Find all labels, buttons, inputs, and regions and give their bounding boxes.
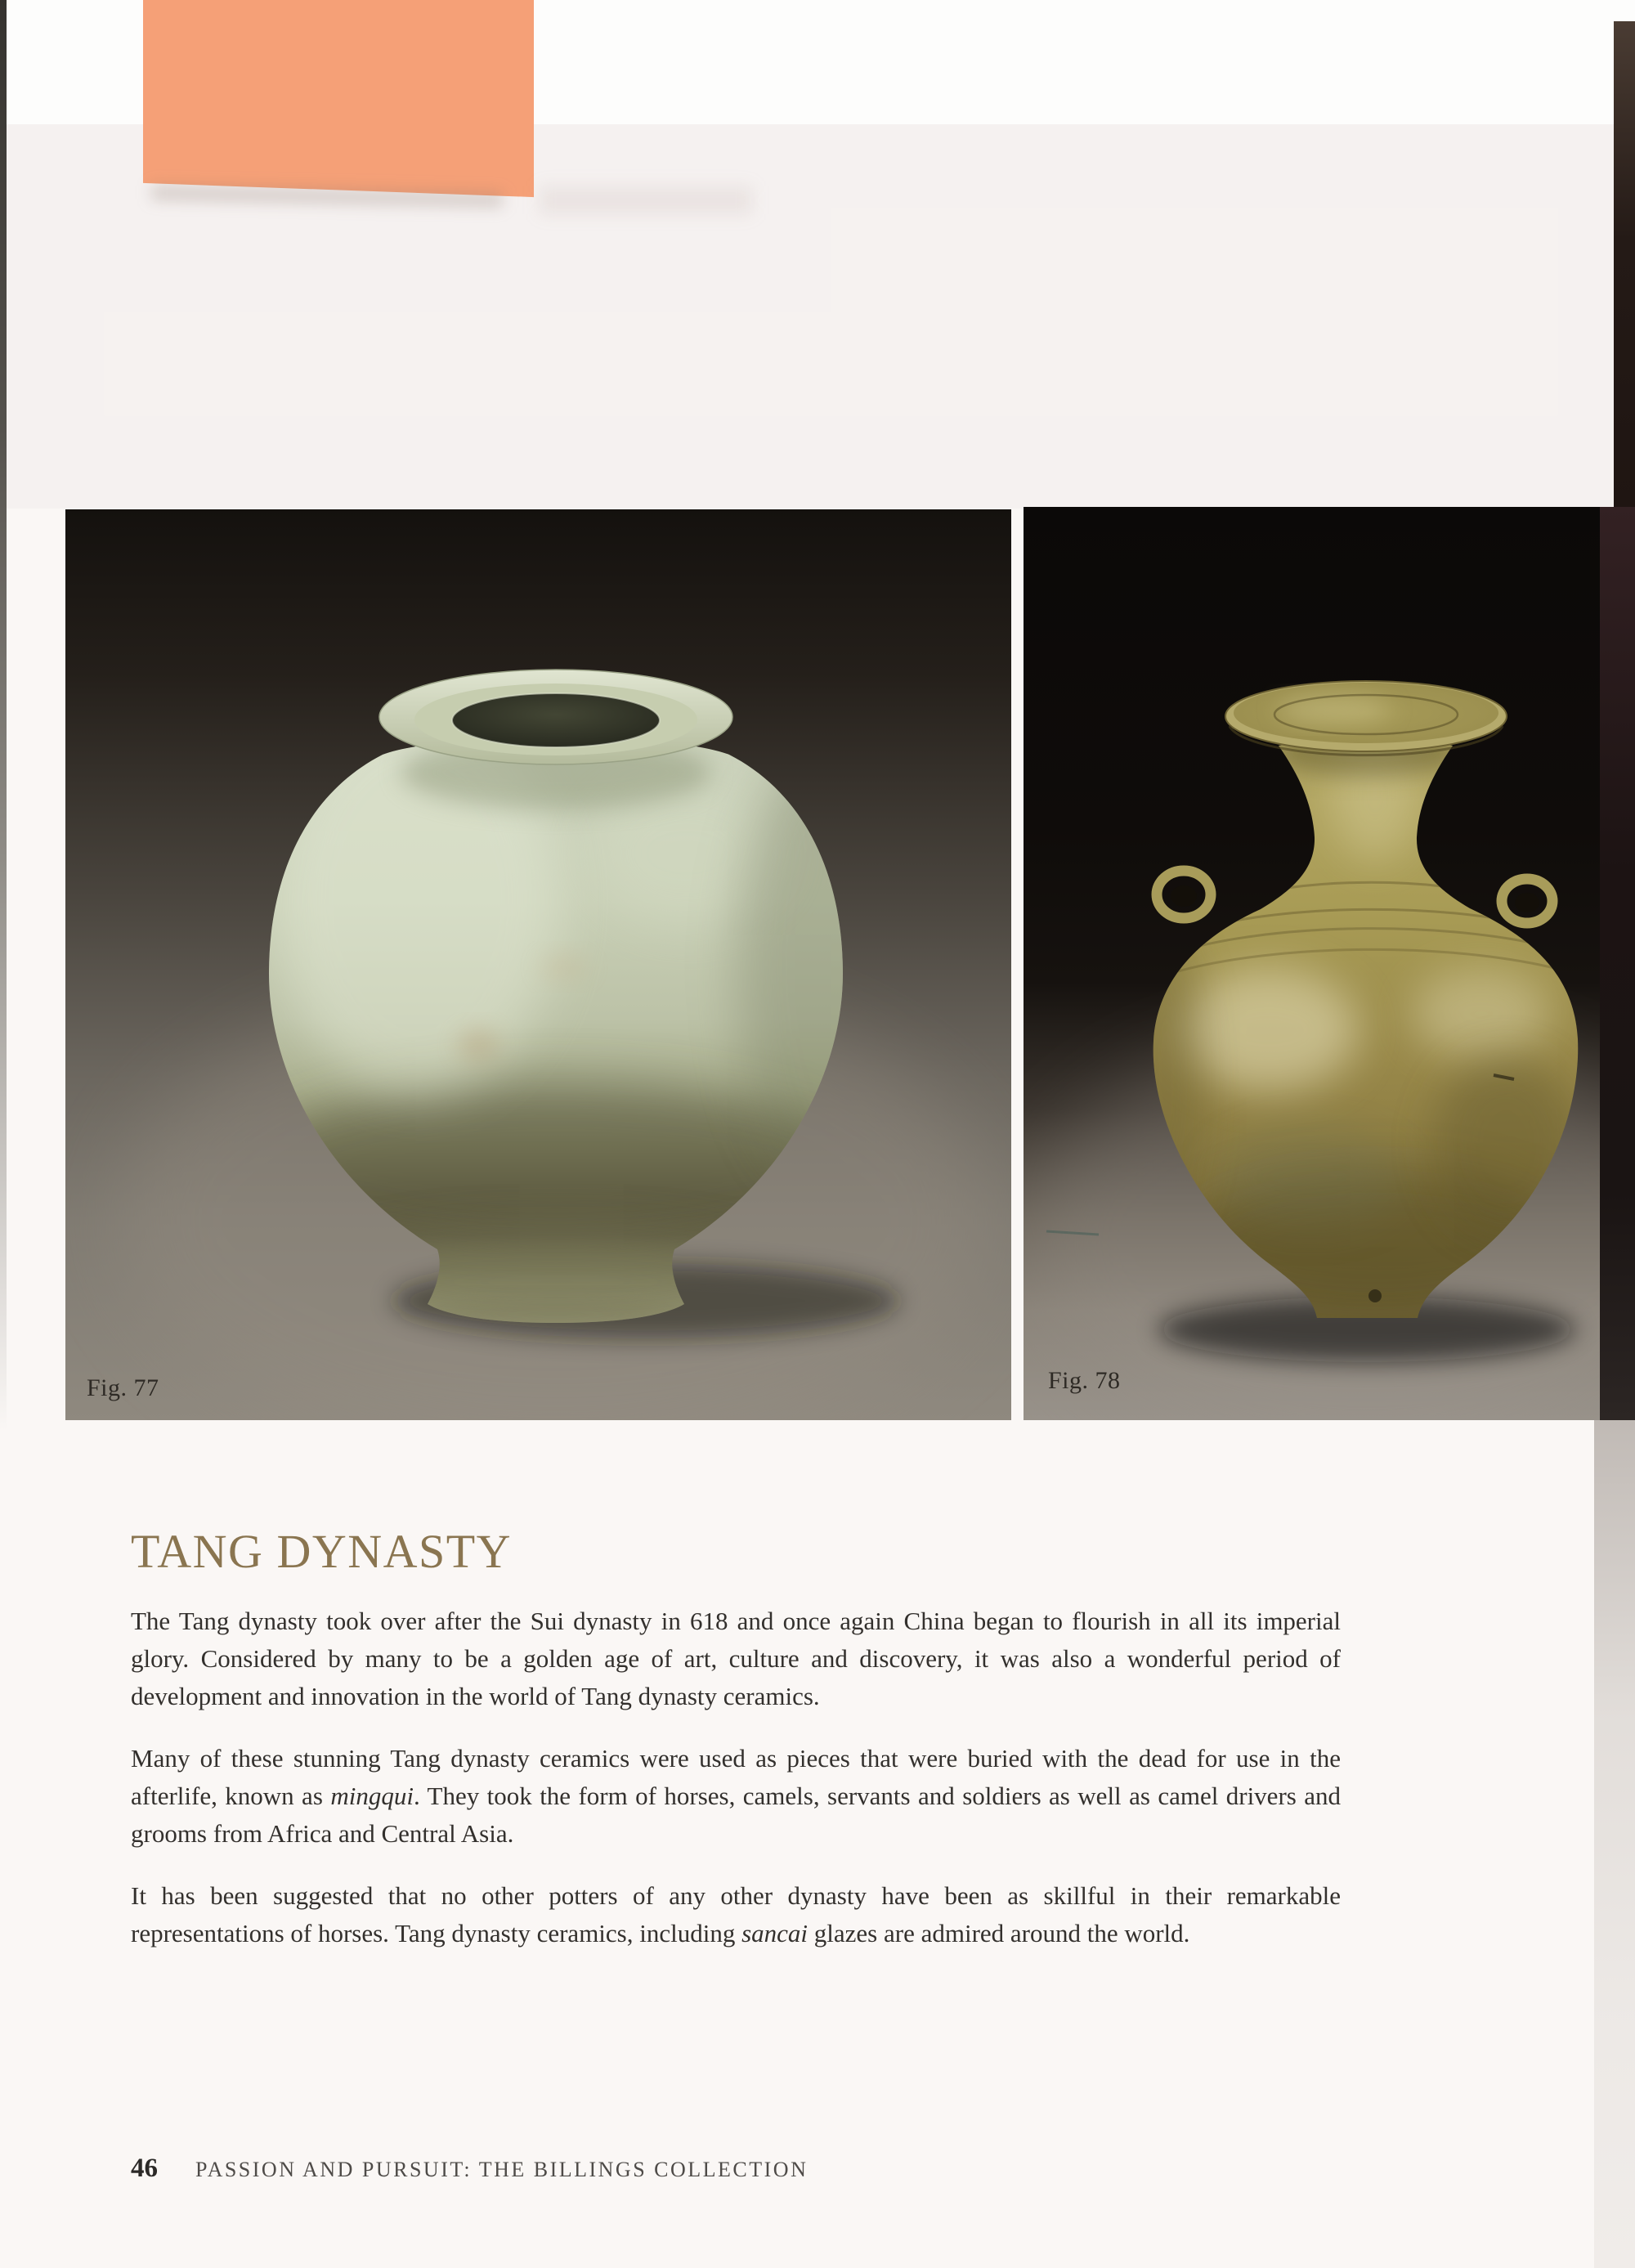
scan-smudge [540, 186, 752, 214]
paragraph-text: The Tang dynasty took over after the Sui dynasty in 618 and once again China began to flourish in all its imperial glory. Considered by many to be a golden age of art, culture and discovery, it was also a wonderful period of development and innovation in the world of Tang dynasty ceramics. [131, 1607, 1341, 1710]
section-heading: TANG DYNASTY [131, 1525, 513, 1578]
scan-right-edge-dark [1600, 507, 1635, 1420]
figure-78-photo [1024, 507, 1600, 1420]
body-paragraph [131, 1877, 1341, 1952]
page-number: 46 [131, 2154, 158, 2183]
paragraph-text: . They took the form of horses, camels, servants and soldiers as well as camel drivers and grooms from Africa and Central Asia. [131, 1782, 1342, 1848]
running-title: PASSION AND PURSUIT: THE BILLINGS COLLECTION [195, 2158, 809, 2181]
orange-color-swatch [143, 0, 534, 201]
body-paragraph [131, 1602, 1341, 1715]
italic-term: sancai [741, 1919, 809, 1948]
body-text-column [131, 1602, 1341, 1977]
figure-77-photo [65, 509, 1011, 1420]
figure-77-caption: Fig. 77 [87, 1374, 159, 1401]
scan-right-edge-top [1614, 21, 1635, 507]
page-footer [131, 2154, 808, 2184]
hu-vase-illustration [1024, 507, 1600, 1420]
italic-term: mingqui [330, 1782, 414, 1810]
figure-78-caption: Fig. 78 [1048, 1367, 1121, 1394]
scan-left-edge [0, 0, 7, 1431]
paragraph-text: It has been suggested that no other potters of any other dynasty have been as skillful in their remarkable representations of horses. Tang dynasty ceramics, including [131, 1881, 1341, 1948]
celadon-jar-illustration [65, 509, 1011, 1420]
scan-right-edge-shadow [1594, 1420, 1635, 2268]
body-paragraph [131, 1740, 1341, 1853]
paragraph-text: Many of these stunning Tang dynasty ceramics were used as pieces that were buried with the dead for use in the afterlife, known as [131, 1744, 1341, 1810]
paragraph-text: glazes are admired around the world. [808, 1919, 1190, 1948]
